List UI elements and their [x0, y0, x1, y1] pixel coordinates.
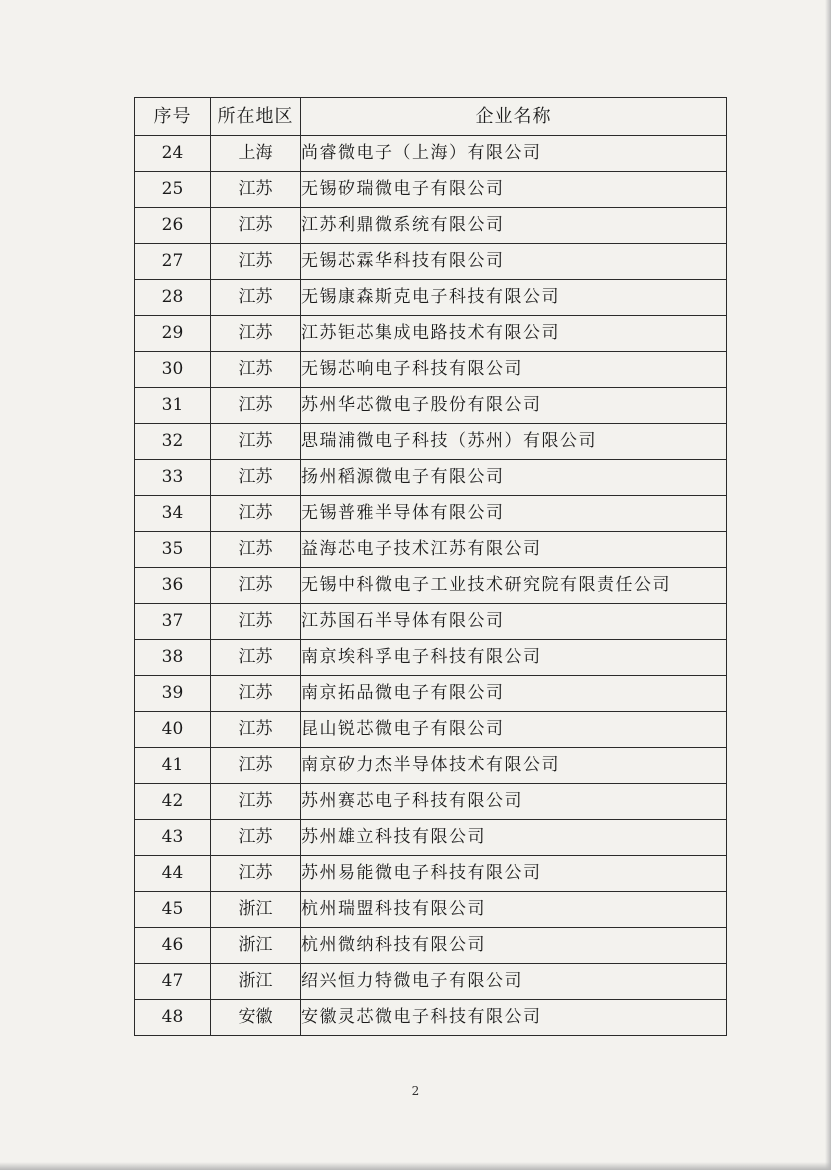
- table-row: [135, 316, 727, 352]
- row-index: 30: [135, 352, 211, 388]
- table-row: [135, 280, 727, 316]
- table-row: [135, 1000, 727, 1036]
- row-company-name: 无锡中科微电子工业技术研究院有限责任公司: [301, 568, 727, 604]
- row-region: 浙江: [211, 892, 301, 928]
- row-index: 39: [135, 676, 211, 712]
- row-company-name: 南京埃科孚电子科技有限公司: [301, 640, 727, 676]
- table-row: [135, 460, 727, 496]
- row-region: 江苏: [211, 388, 301, 424]
- row-company-name: 江苏利鼎微系统有限公司: [301, 208, 727, 244]
- table-row: [135, 136, 727, 172]
- row-region: 江苏: [211, 640, 301, 676]
- row-index: 26: [135, 208, 211, 244]
- row-region: 江苏: [211, 820, 301, 856]
- row-company-name: 南京拓品微电子有限公司: [301, 676, 727, 712]
- row-company-name: 无锡康森斯克电子科技有限公司: [301, 280, 727, 316]
- row-company-name: 苏州赛芯电子科技有限公司: [301, 784, 727, 820]
- row-company-name: 安徽灵芯微电子科技有限公司: [301, 1000, 727, 1036]
- table-row: [135, 532, 727, 568]
- table-row: [135, 604, 727, 640]
- table-row: [135, 496, 727, 532]
- row-region: 江苏: [211, 280, 301, 316]
- row-region: 江苏: [211, 568, 301, 604]
- table-row: [135, 676, 727, 712]
- row-company-name: 杭州瑞盟科技有限公司: [301, 892, 727, 928]
- row-company-name: 苏州易能微电子科技有限公司: [301, 856, 727, 892]
- row-company-name: 江苏国石半导体有限公司: [301, 604, 727, 640]
- row-company-name: 益海芯电子技术江苏有限公司: [301, 532, 727, 568]
- row-region: 江苏: [211, 352, 301, 388]
- table-row: [135, 172, 727, 208]
- row-region: 江苏: [211, 532, 301, 568]
- table-row: [135, 964, 727, 1000]
- row-region: 江苏: [211, 424, 301, 460]
- company-table: [134, 97, 727, 1036]
- row-region: 浙江: [211, 964, 301, 1000]
- table-row: [135, 748, 727, 784]
- table-row: [135, 856, 727, 892]
- table-row: [135, 568, 727, 604]
- row-company-name: 思瑞浦微电子科技（苏州）有限公司: [301, 424, 727, 460]
- row-region: 江苏: [211, 712, 301, 748]
- row-index: 38: [135, 640, 211, 676]
- table-row: [135, 928, 727, 964]
- table-row: [135, 388, 727, 424]
- row-company-name: 江苏钜芯集成电路技术有限公司: [301, 316, 727, 352]
- row-region: 江苏: [211, 316, 301, 352]
- row-index: 41: [135, 748, 211, 784]
- row-index: 48: [135, 1000, 211, 1036]
- row-index: 24: [135, 136, 211, 172]
- page-number: 2: [411, 1084, 420, 1098]
- row-index: 35: [135, 532, 211, 568]
- table-row: [135, 352, 727, 388]
- row-company-name: 苏州雄立科技有限公司: [301, 820, 727, 856]
- row-company-name: 昆山锐芯微电子有限公司: [301, 712, 727, 748]
- row-company-name: 无锡芯响电子科技有限公司: [301, 352, 727, 388]
- table-row: [135, 892, 727, 928]
- page-edge-shadow-right: [825, 0, 831, 1170]
- row-region: 江苏: [211, 676, 301, 712]
- table-row: [135, 820, 727, 856]
- row-region: 江苏: [211, 604, 301, 640]
- header-company-name: 企业名称: [301, 98, 727, 136]
- row-region: 安徽: [211, 1000, 301, 1036]
- row-region: 江苏: [211, 208, 301, 244]
- row-index: 47: [135, 964, 211, 1000]
- table-row: [135, 640, 727, 676]
- row-region: 江苏: [211, 748, 301, 784]
- row-index: 42: [135, 784, 211, 820]
- row-region: 江苏: [211, 460, 301, 496]
- row-index: 37: [135, 604, 211, 640]
- row-index: 32: [135, 424, 211, 460]
- row-region: 江苏: [211, 172, 301, 208]
- row-index: 31: [135, 388, 211, 424]
- row-company-name: 无锡普雅半导体有限公司: [301, 496, 727, 532]
- header-index: 序号: [135, 98, 211, 136]
- header-row: [135, 98, 727, 136]
- row-index: 34: [135, 496, 211, 532]
- table-row: [135, 424, 727, 460]
- table-header: [135, 98, 727, 136]
- row-index: 45: [135, 892, 211, 928]
- row-company-name: 杭州微纳科技有限公司: [301, 928, 727, 964]
- row-index: 36: [135, 568, 211, 604]
- row-company-name: 南京矽力杰半导体技术有限公司: [301, 748, 727, 784]
- row-index: 40: [135, 712, 211, 748]
- row-index: 28: [135, 280, 211, 316]
- table-body: [135, 136, 727, 1036]
- row-index: 46: [135, 928, 211, 964]
- row-index: 43: [135, 820, 211, 856]
- row-region: 浙江: [211, 928, 301, 964]
- table-row: [135, 244, 727, 280]
- row-index: 25: [135, 172, 211, 208]
- row-region: 上海: [211, 136, 301, 172]
- table-row: [135, 208, 727, 244]
- row-region: 江苏: [211, 856, 301, 892]
- row-company-name: 无锡芯霖华科技有限公司: [301, 244, 727, 280]
- table-row: [135, 784, 727, 820]
- row-company-name: 无锡矽瑞微电子有限公司: [301, 172, 727, 208]
- row-index: 29: [135, 316, 211, 352]
- page-edge-shadow-bottom: [0, 1162, 831, 1170]
- table-row: [135, 712, 727, 748]
- row-company-name: 尚睿微电子（上海）有限公司: [301, 136, 727, 172]
- row-index: 33: [135, 460, 211, 496]
- row-index: 44: [135, 856, 211, 892]
- row-region: 江苏: [211, 784, 301, 820]
- row-index: 27: [135, 244, 211, 280]
- row-company-name: 苏州华芯微电子股份有限公司: [301, 388, 727, 424]
- row-region: 江苏: [211, 244, 301, 280]
- row-region: 江苏: [211, 496, 301, 532]
- row-company-name: 扬州稻源微电子有限公司: [301, 460, 727, 496]
- row-company-name: 绍兴恒力特微电子有限公司: [301, 964, 727, 1000]
- header-region: 所在地区: [211, 98, 301, 136]
